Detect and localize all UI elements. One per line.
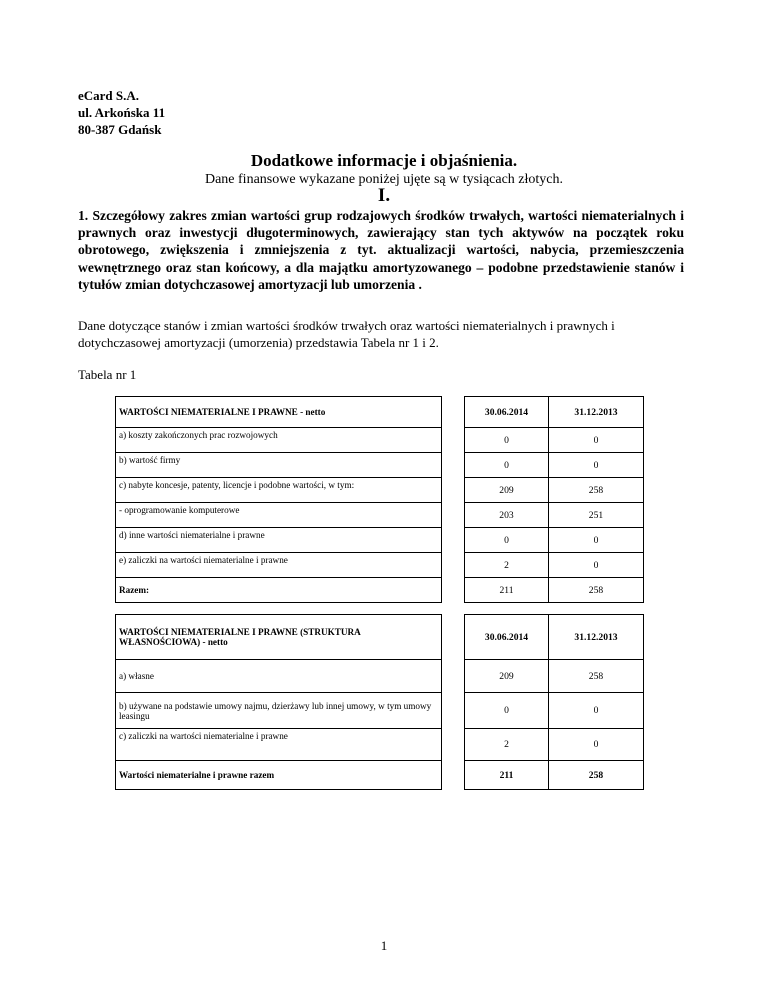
row-value-2014: 2 bbox=[465, 729, 549, 761]
table-row bbox=[116, 478, 644, 503]
row-value-2014: 209 bbox=[465, 478, 549, 503]
row-label: c) nabyte koncesje, patenty, licencje i podobne wartości, w tym: bbox=[116, 478, 442, 503]
table-intangible-assets-ownership bbox=[115, 614, 644, 790]
document-title: Dodatkowe informacje i objaśnienia. bbox=[250, 151, 518, 170]
row-value-2014: 0 bbox=[465, 428, 549, 453]
row-label: a) koszty zakończonych prac rozwojowych bbox=[116, 428, 442, 453]
row-value-2013: 0 bbox=[549, 553, 644, 578]
table-header-row bbox=[116, 615, 644, 660]
table-label: Tabela nr 1 bbox=[78, 367, 137, 382]
row-value-2013: 258 bbox=[549, 578, 644, 603]
row-value-2013: 258 bbox=[549, 660, 644, 693]
section-roman-numeral: I. bbox=[377, 185, 391, 206]
row-value-2014: 2 bbox=[465, 553, 549, 578]
table-row bbox=[116, 453, 644, 478]
company-city: 80-387 Gdańsk bbox=[78, 122, 162, 137]
row-label: Wartości niematerialne i prawne razem bbox=[116, 761, 442, 790]
row-value-2013: 0 bbox=[549, 729, 644, 761]
company-street: ul. Arkońska 11 bbox=[78, 105, 166, 120]
row-value-2014: 209 bbox=[465, 660, 549, 693]
header-date-2013: 31.12.2013 bbox=[549, 615, 644, 660]
row-label: b) wartość firmy bbox=[116, 453, 442, 478]
document-subtitle: Dane finansowe wykazane poniżej ujęte są w tysiącach złotych. bbox=[204, 172, 564, 187]
table-total-row bbox=[116, 761, 644, 790]
row-label: a) własne bbox=[116, 660, 442, 693]
row-label: b) używane na podstawie umowy najmu, dzierżawy lub innej umowy, w tym umowy leasingu bbox=[116, 693, 442, 729]
table-row bbox=[116, 503, 644, 528]
page-number: 1 bbox=[380, 938, 388, 953]
table-intangible-assets bbox=[115, 396, 644, 603]
row-label: e) zaliczki na wartości niematerialne i prawne bbox=[116, 553, 442, 578]
row-value-2013: 258 bbox=[549, 478, 644, 503]
row-value-2013: 0 bbox=[549, 528, 644, 553]
row-label: d) inne wartości niematerialne i prawne bbox=[116, 528, 442, 553]
table-row bbox=[116, 693, 644, 729]
row-value-2014: 211 bbox=[465, 578, 549, 603]
row-value-2013: 0 bbox=[549, 428, 644, 453]
table-total-row bbox=[116, 578, 644, 603]
company-name: eCard S.A. bbox=[78, 88, 140, 103]
table-row bbox=[116, 660, 644, 693]
header-date-2014: 30.06.2014 bbox=[465, 397, 549, 428]
row-label: Razem: bbox=[116, 578, 442, 603]
row-value-2014: 0 bbox=[465, 528, 549, 553]
table-header-row bbox=[116, 397, 644, 428]
row-value-2013: 0 bbox=[549, 453, 644, 478]
table-row bbox=[116, 428, 644, 453]
company-address bbox=[78, 87, 165, 138]
row-label: - oprogramowanie komputerowe bbox=[116, 503, 442, 528]
row-value-2013: 0 bbox=[549, 693, 644, 729]
header-label: WARTOŚCI NIEMATERIALNE I PRAWNE - netto bbox=[116, 397, 442, 428]
header-date-2014: 30.06.2014 bbox=[465, 615, 549, 660]
row-label: c) zaliczki na wartości niematerialne i prawne bbox=[116, 729, 442, 761]
table-row bbox=[116, 729, 644, 761]
section-heading: 1. Szczegółowy zakres zmian wartości grup rodzajowych środków trwałych, wartości niematerialnych i prawnych oraz inwestycji długoterminowych, zawierający stan tych aktywów na początek roku obrotowego, zwiększenia i zmniejszenia z tyt. aktualizacji wartości, nabycia, przemieszczenia wewnętrznego oraz stan końcowy, a dla majątku amortyzowanego – podobne przedstawienie stanów i tytułów zmian dotychczasowej amortyzacji lub umorzenia . bbox=[78, 208, 684, 292]
header-date-2013: 31.12.2013 bbox=[549, 397, 644, 428]
row-value-2013: 251 bbox=[549, 503, 644, 528]
row-value-2014: 211 bbox=[465, 761, 549, 790]
intro-paragraph: Dane dotyczące stanów i zmian wartości środków trwałych oraz wartości niematerialnych i prawnych i dotychczasowej amortyzacji (umorzenia) przedstawia Tabela nr 1 i 2. bbox=[78, 318, 615, 350]
table-row bbox=[116, 553, 644, 578]
table-row bbox=[116, 528, 644, 553]
header-label: WARTOŚCI NIEMATERIALNE I PRAWNE (STRUKTURA WŁASNOŚCIOWA) - netto bbox=[116, 615, 442, 660]
row-value-2014: 0 bbox=[465, 453, 549, 478]
row-value-2014: 203 bbox=[465, 503, 549, 528]
row-value-2014: 0 bbox=[465, 693, 549, 729]
row-value-2013: 258 bbox=[549, 761, 644, 790]
